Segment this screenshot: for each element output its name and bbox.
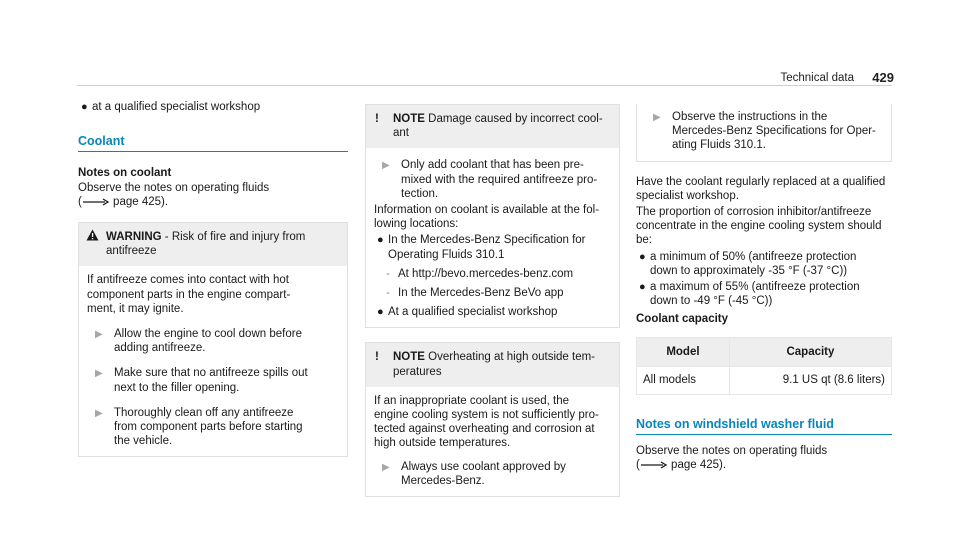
- instruction-arrow-icon: ▶: [95, 407, 103, 419]
- list-item: ● a minimum of 50% (antifreeze protection down to approximately -35 °F (-37 °C)): [639, 250, 857, 277]
- info-text: Information on coolant is available at the fol- lowing locations:: [374, 204, 600, 231]
- instruction-arrow-icon: ▶: [653, 112, 661, 123]
- header-rule: [77, 85, 892, 86]
- instruction-arrow-icon: ▶: [382, 160, 390, 172]
- instruction-step: ▶ Allow the engine to cool down before adding antifreeze.: [95, 328, 302, 355]
- column-3: [636, 104, 892, 473]
- instruction-step: ▶ Only add coolant that has been pre- mixed with the required antifreeze pro- tection.: [382, 159, 598, 200]
- bullet-dot: ●: [377, 234, 384, 247]
- page-reference-arrow-icon: [640, 461, 668, 469]
- table-cell: 9.1 US qt (8.6 liters): [729, 366, 891, 394]
- column-header-capacity: Capacity: [729, 337, 891, 366]
- bullet-dot: ●: [639, 281, 646, 294]
- bullet-dot: ●: [377, 306, 384, 319]
- instruction-step: ▶ Always use coolant approved by Mercedes-Benz.: [382, 460, 566, 487]
- list-item: ● In the Mercedes-Benz Specification for Operating Fluids 310.1: [377, 234, 586, 261]
- exclamation-note-icon: !: [375, 113, 379, 125]
- paragraph: The proportion of corrosion inhibitor/antifreeze concentrate in the engine cooling system should be:: [636, 206, 882, 247]
- instruction-arrow-icon: ▶: [382, 461, 390, 473]
- section-title: Technical data: [780, 72, 854, 84]
- page-link[interactable]: page 425).: [671, 459, 727, 472]
- column-1: [78, 100, 348, 457]
- paragraph: Have the coolant regularly replaced at a qualified specialist workshop.: [636, 175, 886, 202]
- warning-triangle-icon: [86, 229, 99, 241]
- notes-text: Observe the notes on operating fluids: [636, 445, 828, 458]
- page-link[interactable]: page 425).: [113, 195, 169, 208]
- page-reference: ( page 425).: [78, 195, 169, 208]
- note-box-overheating: ! NOTE Overheating at high outside tem- peratures If an inappropriate coolant is used, the engine cooling system is not sufficiently pro- tected against overheating and corrosion at high outside temperatures. ▶ Always use coolant approved by Mercedes-Benz.: [365, 342, 620, 497]
- instruction-step: ▶ Make sure that no antifreeze spills out next to the filler opening.: [95, 367, 308, 394]
- note-label: NOTE: [393, 113, 425, 125]
- instruction-box-continued: [636, 104, 892, 162]
- column-header-model: Model: [637, 337, 730, 366]
- bullet-dot: ●: [639, 250, 646, 263]
- capacity-title: Coolant capacity: [636, 313, 729, 326]
- sub-list-item: - At http://bevo.mercedes-benz.com: [386, 267, 574, 280]
- warning-body: If antifreeze comes into contact with hot component parts in the engine compart- ment, it may ignite.: [87, 274, 291, 315]
- list-item: ● a maximum of 55% (antifreeze protection down to -49 °F (-45 °C)): [639, 281, 860, 308]
- notes-title: Notes on coolant: [78, 167, 172, 180]
- instruction-arrow-icon: ▶: [95, 368, 103, 380]
- table-header-row: [637, 337, 892, 366]
- instruction-arrow-icon: ▶: [95, 329, 103, 341]
- note-box-incorrect-coolant: ! NOTE Damage caused by incorrect cool- ant ▶ Only add coolant that has been pre- mixed with the required antifreeze pro- tection. Information on coolant is available at the fol- lowing locations: ● In the Mercedes-Benz Specification for Operating Fluids 310.1 - At http://bevo.mercedes-benz.com - In the Mercedes-Benz BeVo app ● At a qualified specialist workshop: [365, 104, 620, 328]
- instruction-step: ▶ Observe the instructions in the Mercedes-Benz Specifications for Oper- ating Fluids 310.1.: [653, 111, 876, 152]
- page-reference-arrow-icon: [82, 198, 110, 206]
- table-cell: All models: [637, 366, 730, 394]
- page-number: 429: [872, 70, 894, 85]
- list-item: ● At a qualified specialist workshop: [377, 306, 558, 319]
- warning-label: WARNING: [106, 231, 162, 244]
- section-heading-washer-fluid: Notes on windshield washer fluid: [636, 417, 892, 435]
- note-body: If an inappropriate coolant is used, the engine cooling system is not sufficiently pro- tected against overheating and corrosion at high outside temperatures.: [374, 394, 599, 450]
- instruction-step: ▶ Thoroughly clean off any antifreeze from component parts before starting the vehicle.: [95, 406, 303, 448]
- note-label: NOTE: [393, 351, 425, 364]
- notes-text: Observe the notes on operating fluids: [78, 181, 270, 194]
- warning-box: WARNING - Risk of fire and injury from antifreeze If antifreeze comes into contact with hot component parts in the engine compart- ment, it may ignite. ▶ Allow the engine to cool down before adding antifreeze. ▶ Make sure that no antifreeze spills out next to the filler opening. ▶ Thoroughly clean off any antifreeze from component parts before starting the vehicle.: [78, 222, 348, 457]
- column-2: [365, 104, 620, 497]
- sub-list-item: - In the Mercedes-Benz BeVo app: [386, 287, 564, 300]
- bullet-dot: ●: [81, 101, 88, 113]
- capacity-table: [636, 337, 892, 395]
- list-item: ● at a qualified specialist workshop: [81, 101, 261, 113]
- table-row: [637, 366, 892, 394]
- exclamation-note-icon: !: [375, 351, 379, 364]
- page-reference: ( page 425).: [636, 459, 727, 472]
- section-heading-coolant: Coolant: [78, 134, 348, 152]
